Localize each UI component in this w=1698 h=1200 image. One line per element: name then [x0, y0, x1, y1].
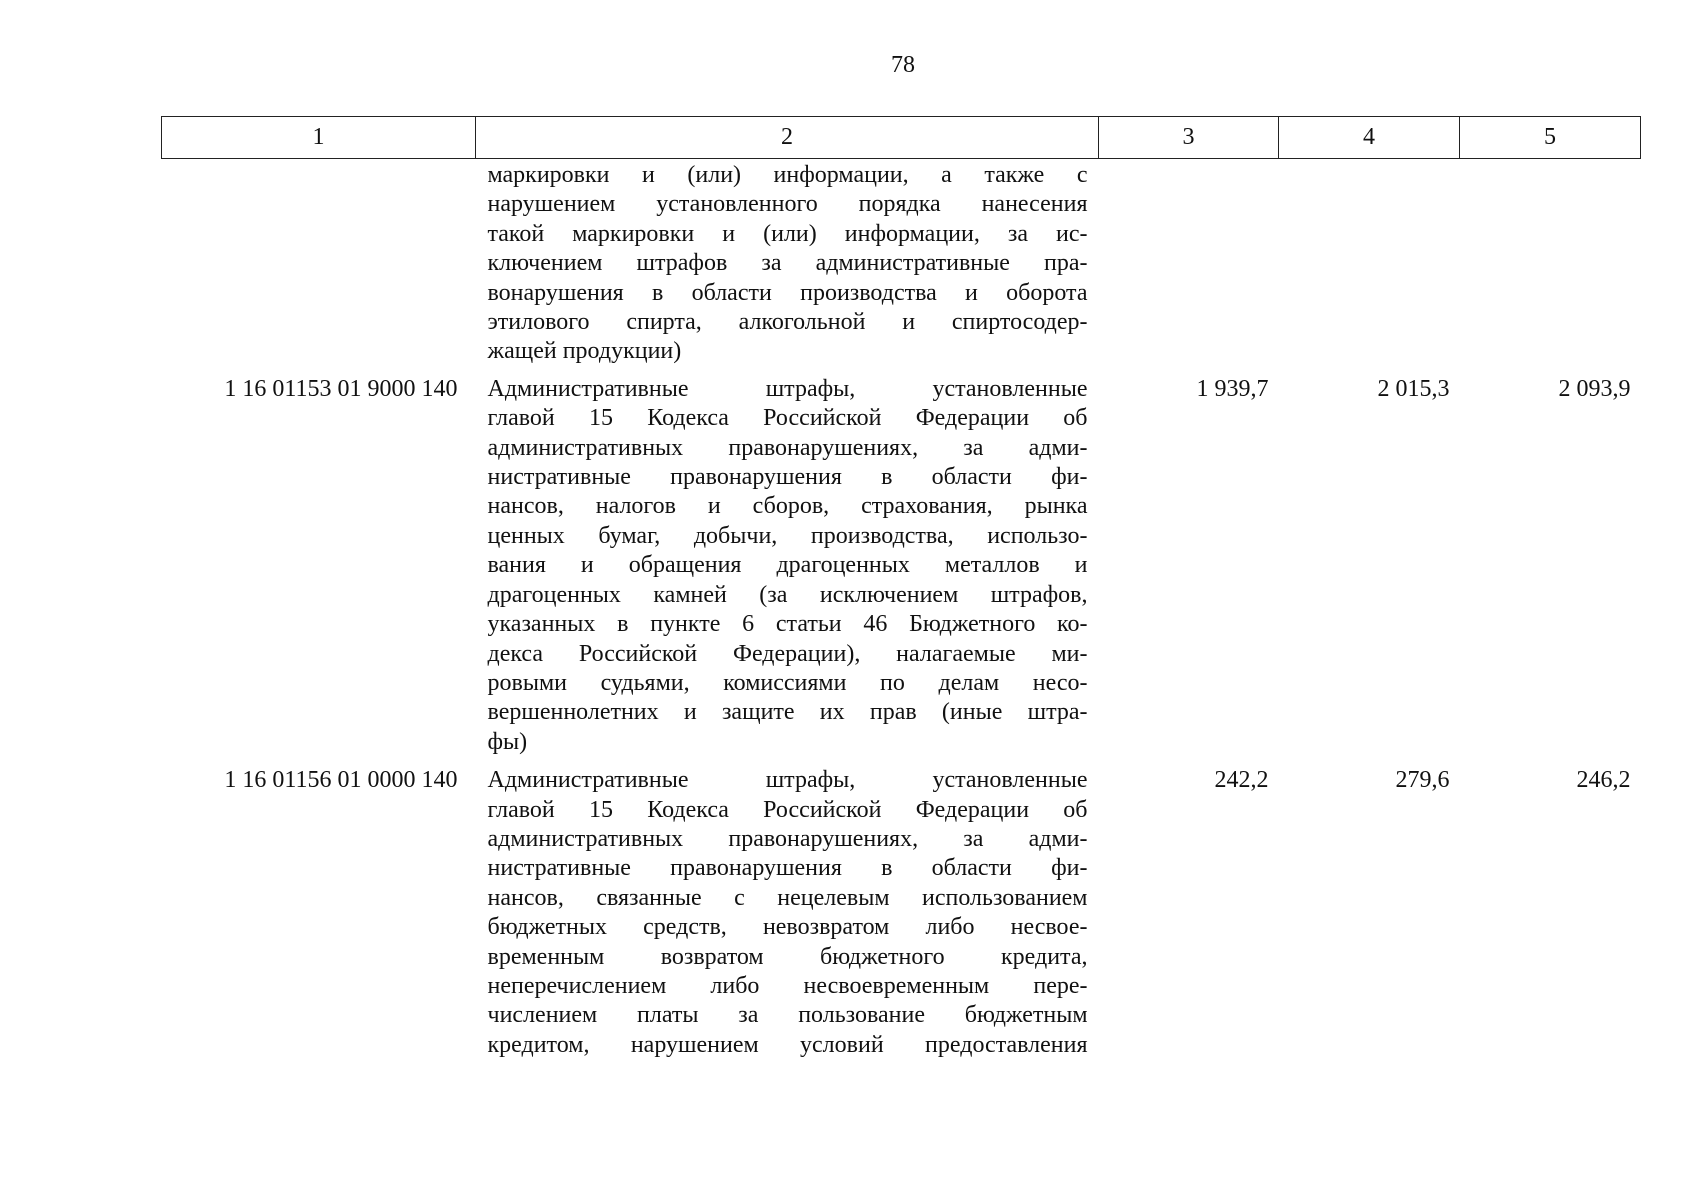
row-col-3: 242,2 — [1214, 767, 1269, 794]
row-col-3 — [1099, 159, 1279, 375]
description-line: ключением штрафов за административные пра- — [487, 250, 1088, 277]
description-line: вершеннолетних и защите их прав (иные штра- — [487, 699, 1088, 726]
row-col-4: 279,6 — [1395, 767, 1450, 794]
row-col-5: 246,2 — [1576, 767, 1631, 794]
description-line: Административные штрафы, установленные — [487, 375, 1088, 402]
description-line: главой 15 Кодекса Российской Федерации об — [487, 405, 1088, 432]
description-line: Административные штрафы, установленные — [487, 767, 1088, 794]
table-row — [162, 375, 1641, 766]
row-col-5: 2 093,9 — [1558, 375, 1631, 402]
row-col-5 — [1460, 159, 1641, 375]
row-code — [162, 159, 476, 375]
description-line: административных правонарушениях, за адми- — [487, 434, 1088, 461]
description-line: этилового спирта, алкогольной и спиртосодер- — [487, 309, 1088, 336]
header-col-5: 5 — [1460, 117, 1641, 159]
description-line: административных правонарушениях, за адми- — [487, 825, 1088, 852]
row-col-3: 1 939,7 — [1196, 375, 1269, 402]
description-line: драгоценных камней (за исключением штрафов, — [487, 581, 1088, 608]
description-line: вонарушения в области производства и оборота — [487, 279, 1088, 306]
header-col-3: 3 — [1099, 117, 1279, 159]
description-line: бюджетных средств, невозвратом либо несвое- — [487, 914, 1088, 941]
table-header — [162, 117, 1641, 159]
table-row-continuation — [162, 159, 1641, 375]
row-col-4: 2 015,3 — [1377, 375, 1450, 402]
header-col-1: 1 — [162, 117, 476, 159]
description-line: жащей продукции) — [487, 338, 682, 365]
description-line: главой 15 Кодекса Российской Федерации об — [487, 796, 1088, 823]
description-line: нистративные правонарушения в области фи- — [487, 464, 1088, 491]
description-line: маркировки и (или) информации, а также с — [487, 162, 1088, 188]
description-line: нансов, связанные с нецелевым использованием — [487, 884, 1088, 911]
description-line: временным возвратом бюджетного кредита, — [487, 943, 1088, 970]
header-col-4: 4 — [1279, 117, 1460, 159]
description-line: такой маркировки и (или) информации, за ис- — [487, 220, 1088, 247]
page-number: 78 — [891, 52, 915, 78]
description-line: кредитом, нарушением условий предоставления — [487, 1031, 1088, 1058]
description-line: ровыми судьями, комиссиями по делам несо- — [487, 669, 1088, 696]
description-line: указанных в пункте 6 статьи 46 Бюджетного ко- — [487, 611, 1088, 638]
row-code: 1 16 01156 01 0000 140 — [224, 767, 458, 794]
header-col-2: 2 — [476, 117, 1099, 159]
description-line: вания и обращения драгоценных металлов и — [487, 552, 1088, 579]
row-description — [476, 375, 1099, 766]
description-line: неперечислением либо несвоевременным пере- — [487, 972, 1088, 999]
description-line: нансов, налогов и сборов, страхования, рынка — [487, 493, 1088, 520]
budget-table — [161, 116, 1641, 1069]
description-line: декса Российской Федерации), налагаемые ми- — [487, 640, 1088, 667]
row-col-4 — [1279, 159, 1460, 375]
row-description — [476, 159, 1099, 375]
description-line: фы) — [487, 728, 528, 755]
row-code: 1 16 01153 01 9000 140 — [224, 375, 458, 402]
description-line: числением платы за пользование бюджетным — [487, 1002, 1088, 1029]
description-line: ценных бумаг, добычи, производства, использо- — [487, 522, 1088, 549]
header-row — [162, 117, 1641, 159]
description-line: нарушением установленного порядка нанесения — [487, 191, 1088, 218]
description-line: нистративные правонарушения в области фи- — [487, 855, 1088, 882]
row-description — [476, 766, 1099, 1069]
table-row — [162, 766, 1641, 1069]
